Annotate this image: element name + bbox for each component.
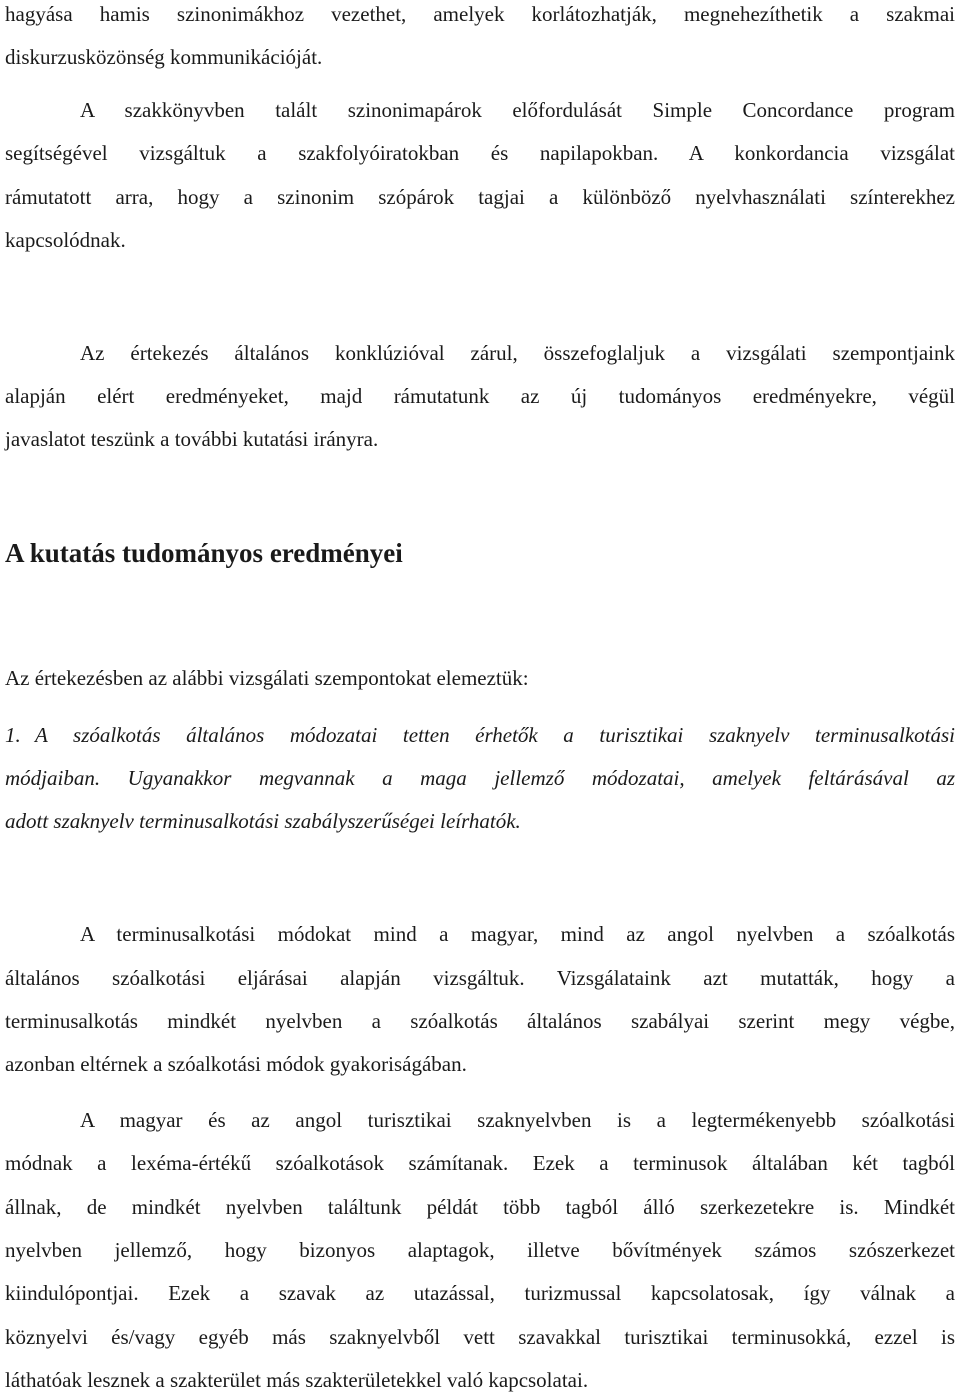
paragraph-line: terminusalkotás mindkét nyelvben a szóalkotás általános szabályai szerint megy végbe, <box>5 1009 955 1033</box>
paragraph-line: köznyelvi és/vagy egyéb más szaknyelvből vett szavakkal turisztikai terminusokká, ezzel is <box>5 1325 955 1349</box>
paragraph-line: kiindulópontjai. Ezek a szavak az utazással, turizmussal kapcsolatosak, így válnak a <box>5 1281 955 1305</box>
paragraph-line: módnak a lexéma-értékű szóalkotások számítanak. Ezek a terminusok általában két tagból <box>5 1151 955 1175</box>
paragraph-line: javaslatot teszünk a további kutatási irányra. <box>5 427 379 451</box>
section-heading: A kutatás tudományos eredményei <box>5 538 403 568</box>
list-number: 1. <box>5 723 21 747</box>
paragraph-line: segítségével vizsgáltuk a szakfolyóiratokban és napilapokban. A konkordancia vizsgálat <box>5 141 955 165</box>
paragraph-line: A magyar és az angol turisztikai szaknyelvben is a legtermékenyebb szóalkotási <box>80 1108 955 1132</box>
paragraph-line: hagyása hamis szinonimákhoz vezethet, amelyek korlátozhatják, megnehezíthetik a szakmai <box>5 2 955 26</box>
list-item-line: A szóalkotás általános módozatai tetten érhetők a turisztikai szaknyelv terminusalkotási <box>35 723 955 747</box>
list-item-line: adott szaknyelv terminusalkotási szabályszerűségei leírhatók. <box>5 809 521 833</box>
paragraph-line: azonban eltérnek a szóalkotási módok gyakoriságában. <box>5 1052 467 1076</box>
paragraph-line: kapcsolódnak. <box>5 228 126 252</box>
paragraph-line: állnak, de mindkét nyelvben találtunk példát több tagból álló szerkezetekre is. Mindkét <box>5 1195 955 1219</box>
paragraph-line: alapján elért eredményeket, majd rámutatunk az új tudományos eredményekre, végül <box>5 384 955 408</box>
paragraph-line: A szakkönyvben talált szinonimapárok előfordulását Simple Concordance program <box>80 98 955 122</box>
paragraph-line: diskurzusközönség kommunikációját. <box>5 45 323 69</box>
paragraph-line: Az értekezés általános konklúzióval zárul, összefoglaljuk a vizsgálati szempontjaink <box>80 341 955 365</box>
paragraph-line: A terminusalkotási módokat mind a magyar, mind az angol nyelvben a szóalkotás <box>80 922 955 946</box>
paragraph-line: rámutatott arra, hogy a szinonim szópárok tagjai a különböző nyelvhasználati színterekhez <box>5 185 955 209</box>
paragraph-line: nyelvben jellemző, hogy bizonyos alaptagok, illetve bővítmények számos szószerkezet <box>5 1238 955 1262</box>
intro-line: Az értekezésben az alábbi vizsgálati szempontokat elemeztük: <box>5 666 529 690</box>
list-item-line: módjaiban. Ugyanakkor megvannak a maga jellemző módozatai, amelyek feltárásával az <box>5 766 955 790</box>
paragraph-line: általános szóalkotási eljárásai alapján vizsgáltuk. Vizsgálataink azt mutatták, hogy a <box>5 966 955 990</box>
paragraph-line: láthatóak lesznek a szakterület más szakterületekkel való kapcsolatai. <box>5 1368 589 1392</box>
